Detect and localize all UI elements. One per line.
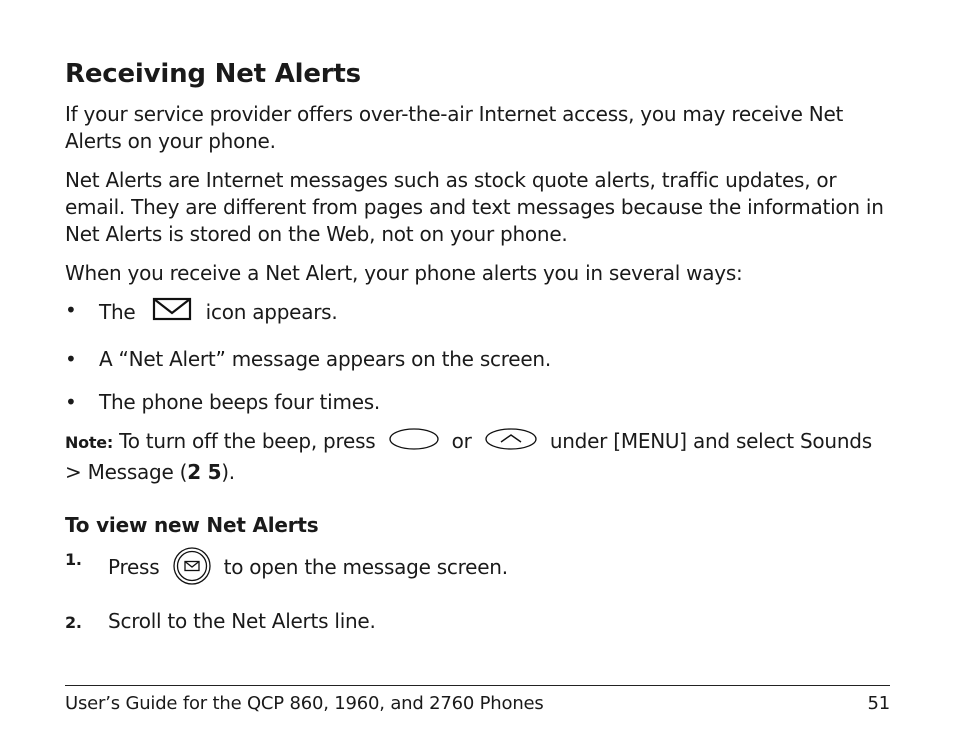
bullet-marker: • [65, 390, 77, 414]
menu-keys: 2 5 [187, 460, 222, 484]
step-text: Scroll to the Net Alerts line. [108, 609, 376, 633]
bullet-text: A “Net Alert” message appears on the screen. [99, 347, 551, 371]
envelope-icon [152, 296, 192, 329]
page-number: 51 [867, 693, 890, 714]
bullet-marker: • [65, 298, 77, 322]
up-arrow-softkey-icon [484, 426, 538, 459]
note-text-after: under [MENU] and select Sounds > Message ( [65, 429, 872, 484]
oval-softkey-icon [388, 426, 440, 459]
intro-paragraph: If your service provider offers over-the-air Internet access, you may receive Net Alerts on your phone. [65, 102, 844, 153]
note-text-before: To turn off the beep, press [119, 429, 376, 453]
message-key-icon [172, 546, 212, 593]
step-text-after: to open the message screen. [223, 555, 508, 579]
section-subheading: To view new Net Alerts [65, 513, 319, 537]
description-paragraph: Net Alerts are Internet messages such as stock quote alerts, traffic updates, or email. They are different from pages and text messages because the information in Net Alerts is stored on the Web, not on your phone. [65, 168, 884, 246]
list-item [65, 389, 890, 416]
page-footer [65, 685, 890, 716]
manual-page [65, 56, 890, 651]
bullet-text: The phone beeps four times. [99, 390, 381, 414]
list-item [65, 346, 890, 373]
list-item [65, 545, 890, 592]
note-label: Note: [65, 433, 114, 452]
step-text-before: Press [108, 555, 160, 579]
note-text-or: or [451, 429, 472, 453]
list-item [65, 608, 890, 635]
note-text-end: ). [221, 460, 235, 484]
footer-title: User’s Guide for the QCP 860, 1960, and 2760 Phones [65, 693, 544, 714]
bullet-marker: • [65, 347, 77, 371]
note-block [65, 426, 890, 486]
alert-list [65, 297, 890, 416]
alerts-intro-paragraph: When you receive a Net Alert, your phone alerts you in several ways: [65, 261, 743, 285]
page-title: Receiving Net Alerts [65, 59, 361, 89]
step-number: 2. [65, 613, 82, 632]
step-number: 1. [65, 550, 82, 569]
steps-list [65, 545, 890, 635]
bullet-text-before: The [99, 300, 136, 324]
bullet-text-after: icon appears. [205, 300, 338, 324]
list-item [65, 297, 890, 330]
